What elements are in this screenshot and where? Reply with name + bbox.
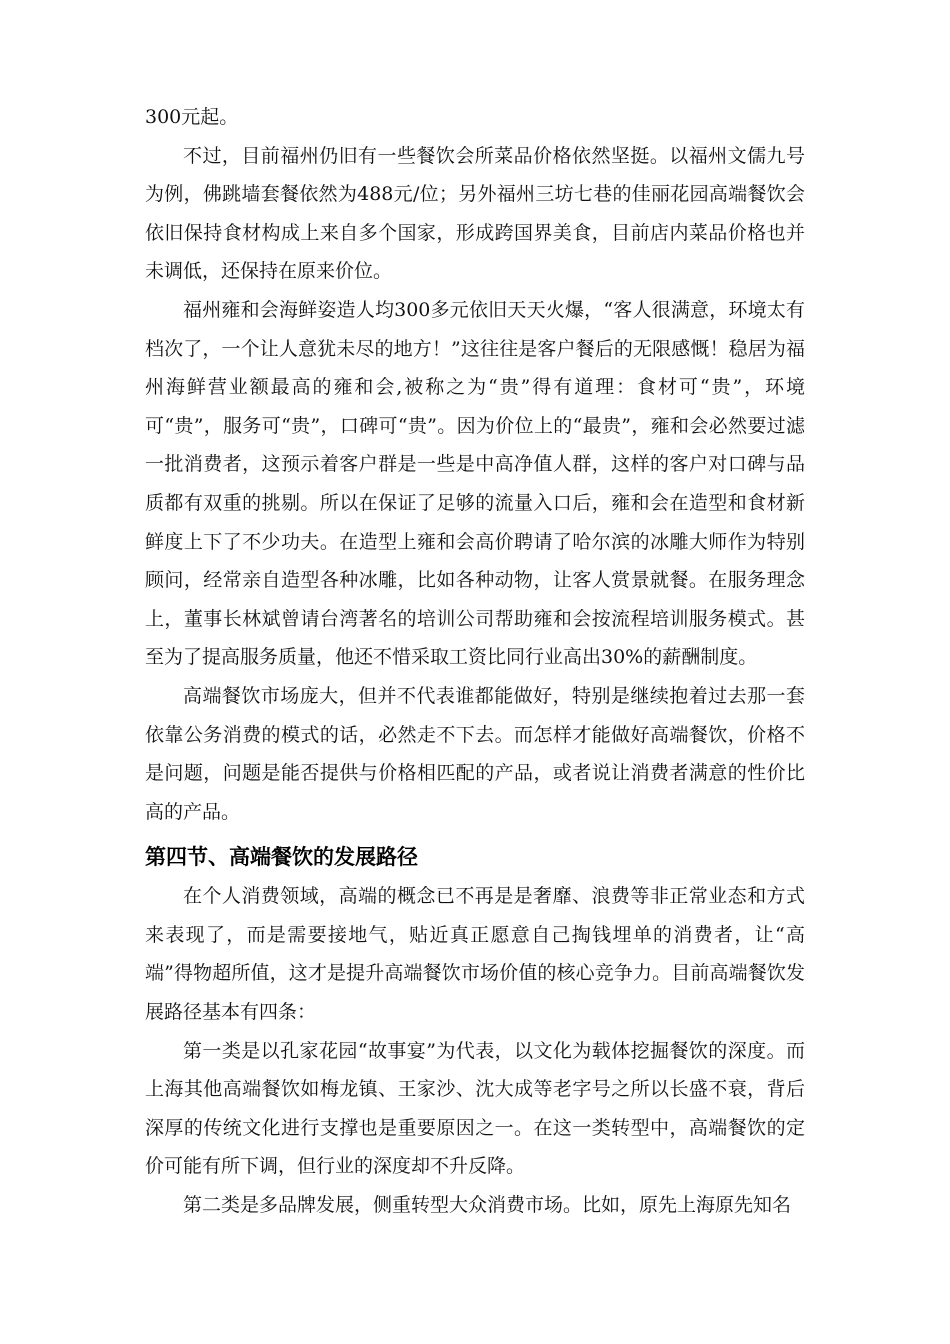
section-heading: 第四节、高端餐饮的发展路径 — [145, 845, 418, 870]
paragraph-yonghehui: 福州雍和会海鲜姿造人均300多元依旧天天火爆，“客人很满意，环境太有档次了，一个让人意犹未尽的地方！”这往往是客户餐后的无限感慨！稳居为福州海鲜营业额最高的雍和会,被称之为“贵”得有道理：食材可“贵”，环境可“贵”，服务可“贵”，口碑可“贵”。因为价位上的“最贵”，雍和会必然要过滤一批消费者，这预示着客户群是一些是中高净值人群，这样的客户对口碑与品质都有双重的挑剔。所以在保证了足够的流量入口后，雍和会在造型和食材新鲜度上下了不少功夫。在造型上雍和会高价聘请了哈尔滨的冰雕大师作为特别顾问，经常亲自造型各种冰雕，比如各种动物，让客人赏景就餐。在服务理念上，董事长林斌曾请台湾著名的培训公司帮助雍和会按流程培训服务模式。甚至为了提高服务质量，他还不惜采取工资比同行业高出30%的薪酬制度。 — [145, 298, 805, 669]
paragraph-fuzhou-prices: 不过，目前福州仍旧有一些餐饮会所菜品价格依然坚挺。以福州文儒九号为例，佛跳墙套餐依然为488元/位；另外福州三坊七巷的佳丽花园高端餐饮会依旧保持食材构成上来自多个国家，形成跨国界美食，目前店内菜品价格也并未调低，还保持在原来价位。 — [145, 144, 805, 283]
paragraph-market-summary: 高端餐饮市场庞大，但并不代表谁都能做好，特别是继续抱着过去那一套依靠公务消费的模式的话，必然走不下去。而怎样才能做好高端餐饮，价格不是问题，问题是能否提供与价格相匹配的产品，或者说让消费者满意的性价比高的产品。 — [145, 684, 805, 823]
document-page — [145, 98, 805, 1225]
paragraph-section-intro: 在个人消费领域，高端的概念已不再是是奢靡、浪费等非正常业态和方式来表现了，而是需要接地气，贴近真正愿意自己掏钱埋单的消费者，让“高端”得物超所值，这才是提升高端餐饮市场价值的核心竞争力。目前高端餐饮发展路径基本有四条： — [145, 885, 805, 1024]
paragraph-continuation: 300元起。 — [145, 106, 239, 128]
paragraph-path-one: 第一类是以孔家花园“故事宴”为代表，以文化为载体挖掘餐饮的深度。而上海其他高端餐饮如梅龙镇、王家沙、沈大成等老字号之所以长盛不衰，背后深厚的传统文化进行支撑也是重要原因之一。在这一类转型中，高端餐饮的定价可能有所下调，但行业的深度却不升反降。 — [145, 1039, 805, 1178]
paragraph-path-two: 第二类是多品牌发展，侧重转型大众消费市场。比如，原先上海原先知名 — [183, 1194, 792, 1217]
